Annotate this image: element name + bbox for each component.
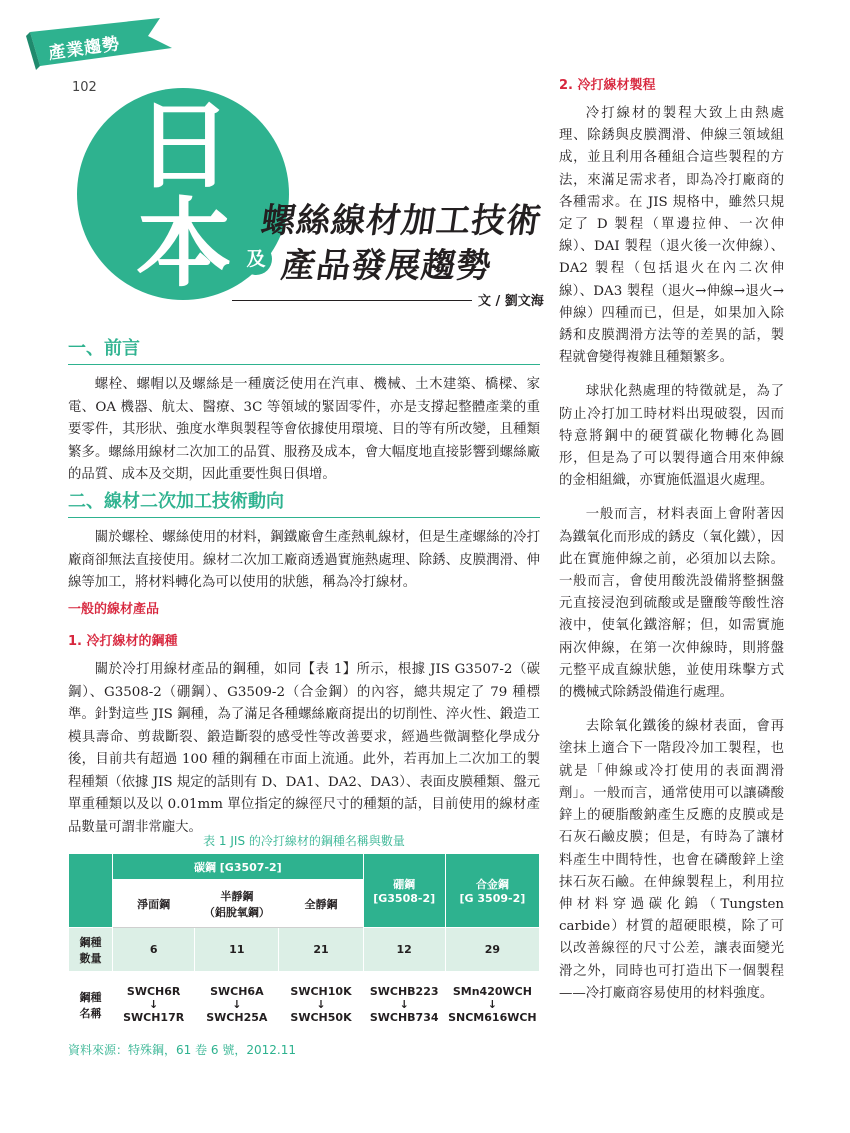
author: 文 / 劉文海 [478,294,544,309]
section-2-title: 二、線材二次加工技術動向 [68,491,284,512]
semikilled-note: （鋁脫氧鋼） [203,905,270,919]
boron-label: 硼鋼 [393,878,416,891]
count-cell: 6 [113,928,195,972]
title-big-char-1: 日 [136,90,232,202]
right-paragraph-3: 一般而言，材料表面上會附著因為鐵氧化而形成的銹皮（氧化鐵），因此在實施伸線之前，必須加以去除。一般而言，會使用酸洗設備將整捆盤元直接浸泡到硫酸或是鹽酸等酸性溶液中，使氧化鐵溶解；但，如需實施兩次伸線，在第一次伸線時，則將盤元整平成直線狀態，並使用珠擊方式的機械式除銹設備進行處理。 [559,507,784,701]
name-bottom: SWCH50K [290,1011,352,1024]
table-col-killed: 全靜鋼 [279,880,363,928]
name-cell [363,972,445,1038]
table-group-boron [363,854,445,928]
alloy-spec: [G 3509-2] [459,892,526,905]
table-group-alloy [445,854,539,928]
name-cell [445,972,539,1038]
name-top: SMn420WCH [452,985,532,998]
table-col-semikilled [195,880,279,928]
arrow-down-icon: ↓ [399,998,409,1011]
section-2-paragraph: 關於螺栓、螺絲使用的材料，鋼鐵廠會生產熱軋線材，但是生產螺絲的冷打廠商卻無法直接使用。線材二次加工廠商透過實施熱處理、除銹、皮膜潤滑、伸線等加工，將材料轉化為可以使用的狀態，稱為冷打線材。 [68,530,540,590]
subsection-1-paragraph: 關於冷打用線材產品的鋼種，如同【表 1】所示，根據 JIS G3507-2（碳鋼）、G3508-2（硼鋼）、G3509-2（合金鋼）的內容，總共規定了 79 種標準。針對這些 JIS 鋼種，為了滿足各種螺絲廠商提出的切削性、淬火性、鍛造工模具壽命、剪裁斷裂、鍛造斷裂的感受性等改善要求，經過些微調整化學成分後，目前共有超過 100 種的鋼種在市面上流通。此外，若再加上二次加工的製程種類（依據 JIS 規定的話則有 D、DA1、DA2、DA3）、表面皮膜種類、盤元單重種類以及以 0.01mm 單位指定的線徑尺寸的種類的話，目前使用的線材產品數量可謂非常龐大。 [68,662,540,835]
arrow-down-icon: ↓ [232,998,242,1011]
author-rule [232,300,472,301]
name-bottom: SWCH17R [123,1011,185,1024]
arrow-down-icon: ↓ [149,998,159,1011]
count-cell: 29 [445,928,539,972]
right-paragraph-2: 球狀化熱處理的特徵就是，為了防止冷打加工時材料出現破裂，因而特意將鋼中的硬質碳化物轉化為圓形，但是為了可以製得適合用來伸線的金相組織，亦實施低溫退火處理。 [559,384,784,489]
table-group-carbon: 碳鋼 [G3507-2] [113,854,364,880]
name-top: SWCH10K [290,985,352,998]
row-label-count [69,928,113,972]
right-paragraph-4: 去除氧化鐵後的線材表面，會再塗抹上適合下一階段冷加工製程，也就是「伸線或冷打使用的表面潤滑劑」。一般而言，通常使用可以讓磷酸鋅上的硬脂酸鈉產生反應的皮膜或是石灰石鹼皮膜；但是，有時為了讓材料產生中間特性，也會在磷酸鋅上塗抹石灰石鹼。在伸線製程上，利用拉伸材料穿過碳化鎢（Tungsten carbide）材質的超硬眼模，除了可以改善線徑的尺寸公差，讓表面變光滑之外，同時也可打造出下一個製程——冷打廠商容易使用的材料強度。 [559,719,784,1001]
row-label-name-2: 名稱 [79,1006,102,1020]
row-label-name [69,972,113,1038]
name-bottom: SWCHB734 [369,1011,439,1024]
table-source: 資料來源：特殊鋼，61 卷 6 號，2012.11 [68,1043,296,1057]
subsection-1-title: 1. 冷打線材的鋼種 [68,634,178,649]
category-banner [0,18,175,66]
name-bottom: SWCH25A [206,1011,268,1024]
steel-grade-table [68,853,540,1038]
right-paragraph-1: 冷打線材的製程大致上由熱處理、除銹與皮膜潤滑、伸線三領域組成，並且利用各種組合這些製程的方法，來滿足需求者，即為冷打廠商的各種需求。在 JIS 規格中，雖然只規定了 D 製程（單邊拉伸、一次伸線）、DAI 製程（退火後一次伸線）、DA2 製程（包括退火在內二次伸線）、DA3 製程（退火→伸線→退火→伸線）四種而已，但是，如果加入除銹和皮膜潤滑方法等的差異的話，製程就會變得複雜且種類繁多。 [559,106,784,366]
semikilled-label: 半靜鋼 [220,889,254,903]
section-1-title: 一、前言 [68,338,140,359]
table-caption: 表 1 JIS 的冷打線材的鋼種名稱與數量 [203,834,405,848]
subsection-general [68,598,540,839]
article-title-line-1: 螺絲線材加工技術 [258,201,545,241]
row-label-count-1: 鋼種 [79,935,102,949]
page-number: 102 [72,80,97,95]
subsection-title: 一般的線材產品 [68,602,160,617]
alloy-label: 合金鋼 [475,878,509,891]
boron-spec: [G3508-2] [373,892,436,905]
count-cell: 21 [279,928,363,972]
table-row [69,928,540,972]
name-bottom: SNCM616WCH [448,1011,537,1024]
arrow-down-icon: ↓ [487,998,497,1011]
name-top: SWCHB223 [369,985,439,998]
section-2 [68,487,540,595]
table-row [69,972,540,1038]
count-cell: 11 [195,928,279,972]
arrow-down-icon: ↓ [316,998,326,1011]
name-top: SWCH6R [126,985,181,998]
title-big-char-2: 本 [136,188,232,300]
row-label-name-1: 鋼種 [79,990,102,1004]
section-1-rule [68,364,540,365]
count-cell: 12 [363,928,445,972]
title-connector: 及 [240,243,272,275]
section-1 [68,334,540,487]
right-column [559,74,784,1005]
name-cell [279,972,363,1038]
name-top: SWCH6A [210,985,264,998]
article-title-line-2: 產品發展趨勢 [278,246,495,286]
name-cell [195,972,279,1038]
name-cell [113,972,195,1038]
category-label: 產業趨勢 [47,34,122,64]
table-corner [69,854,113,928]
subsection-2-title: 2. 冷打線材製程 [559,78,656,93]
row-label-count-2: 數量 [79,951,102,965]
section-2-rule [68,517,540,518]
table-col-rimmed: 淨面鋼 [113,880,195,928]
section-1-paragraph: 螺栓、螺帽以及螺絲是一種廣泛使用在汽車、機械、土木建築、橋樑、家電、OA 機器、航太、醫療、3C 等領域的緊固零件，亦是支撐起整體產業的重要零件，其形狀、強度水準與製程等會依據使用環境、目的等有所改變，且種類繁多。螺絲用線材二次加工的品質、服務及成本，會大幅度地直接影響到螺絲廠的品質、成本及交期，因此重要性與日俱增。 [68,377,540,482]
